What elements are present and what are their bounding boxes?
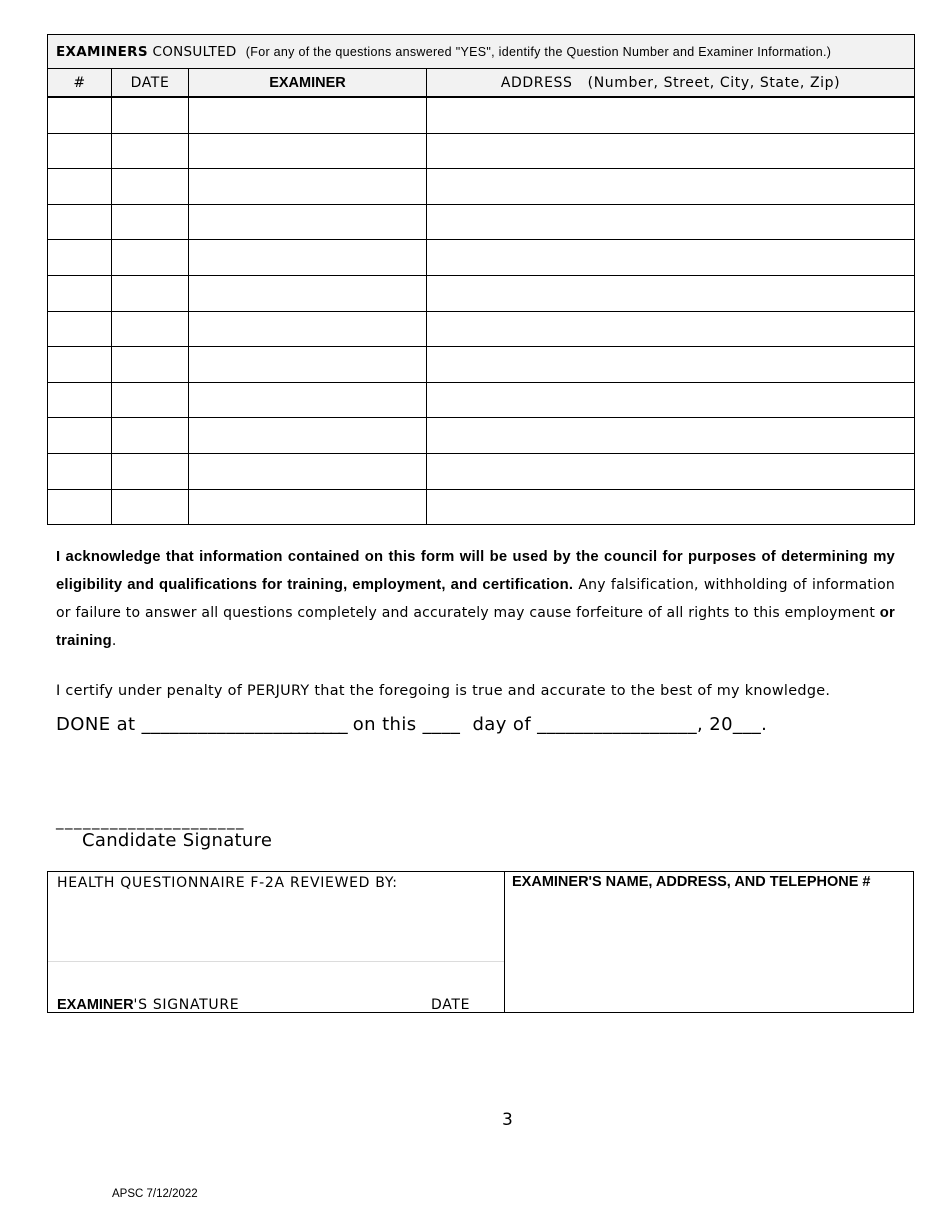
done-line-end: on this ____ day of _________________, 20___.	[346, 714, 768, 735]
date-cell[interactable]	[112, 97, 189, 133]
date-cell[interactable]	[112, 347, 189, 383]
table-row	[48, 204, 915, 240]
examiners-title-bold: EXAMINERS	[56, 43, 148, 60]
acknowledgement-period: .	[111, 633, 117, 649]
examiners-consulted-table	[47, 34, 915, 525]
column-header-number: #	[48, 69, 112, 98]
acknowledgement-normal-text: Any falsification, withholding of information or failure to answer all questions completely and accurately may cause forfeiture of all rights to this employment	[56, 577, 895, 621]
examiner-signature-bold: EXAMINER	[57, 997, 134, 1013]
examiners-title-rest: CONSULTED	[147, 43, 237, 60]
address-cell[interactable]	[427, 418, 915, 454]
number-cell[interactable]	[48, 418, 112, 454]
examiner-cell[interactable]	[189, 418, 427, 454]
health-review-box	[47, 871, 914, 1013]
number-cell[interactable]	[48, 311, 112, 347]
table-row	[48, 97, 915, 133]
examiner-cell[interactable]	[189, 204, 427, 240]
date-cell[interactable]	[112, 204, 189, 240]
number-cell[interactable]	[48, 347, 112, 383]
examiner-signature-rest: 'S SIGNATURE	[133, 997, 240, 1013]
date-cell[interactable]	[112, 489, 189, 525]
candidate-signature-label: Candidate Signature	[82, 830, 273, 851]
date-cell[interactable]	[112, 311, 189, 347]
table-row	[48, 311, 915, 347]
examiner-signature-caption	[57, 997, 239, 1013]
table-row	[48, 489, 915, 525]
page-number: 3	[502, 1110, 513, 1130]
address-cell[interactable]	[427, 275, 915, 311]
address-cell[interactable]	[427, 133, 915, 169]
number-cell[interactable]	[48, 204, 112, 240]
number-cell[interactable]	[48, 133, 112, 169]
date-cell[interactable]	[112, 240, 189, 276]
examiners-table-title-row	[48, 35, 915, 69]
address-cell[interactable]	[427, 453, 915, 489]
examiners-column-headers	[48, 69, 915, 98]
acknowledgement-bold-tail: or training	[56, 605, 895, 649]
number-cell[interactable]	[48, 240, 112, 276]
done-line-start: DONE at _______________	[56, 714, 283, 735]
date-cell[interactable]	[112, 382, 189, 418]
review-divider	[48, 961, 504, 962]
review-date-caption: DATE	[431, 997, 471, 1013]
examiner-cell[interactable]	[189, 133, 427, 169]
address-cell[interactable]	[427, 347, 915, 383]
column-header-examiner: EXAMINER	[189, 69, 427, 98]
table-row	[48, 169, 915, 205]
acknowledgement-bold-text: I acknowledge that information contained on this form will be used by the council for purposes of determining my eligibility and qualifications for training, employment, and certification.	[56, 549, 895, 593]
reviewed-by-title: HEALTH QUESTIONNAIRE F-2A REVIEWED BY:	[57, 875, 398, 891]
date-cell[interactable]	[112, 275, 189, 311]
table-row	[48, 418, 915, 454]
column-header-address: ADDRESS (Number, Street, City, State, Zip)	[427, 69, 915, 98]
examiner-cell[interactable]	[189, 347, 427, 383]
perjury-statement: I certify under penalty of PERJURY that the foregoing is true and accurate to the best of my knowledge.	[56, 683, 831, 699]
examiner-cell[interactable]	[189, 311, 427, 347]
table-row	[48, 240, 915, 276]
number-cell[interactable]	[48, 169, 112, 205]
address-cell[interactable]	[427, 169, 915, 205]
table-row	[48, 275, 915, 311]
table-row	[48, 347, 915, 383]
number-cell[interactable]	[48, 275, 112, 311]
examiner-cell[interactable]	[189, 169, 427, 205]
examiner-cell[interactable]	[189, 275, 427, 311]
table-row	[48, 133, 915, 169]
acknowledgement-paragraph	[56, 543, 895, 655]
examiner-cell[interactable]	[189, 453, 427, 489]
date-cell[interactable]	[112, 133, 189, 169]
column-header-date: DATE	[112, 69, 189, 98]
done-at-line[interactable]	[56, 714, 767, 735]
address-cell[interactable]	[427, 382, 915, 418]
table-row	[48, 382, 915, 418]
examiners-table-title	[48, 35, 915, 69]
examiner-cell[interactable]	[189, 240, 427, 276]
examiner-cell[interactable]	[189, 489, 427, 525]
number-cell[interactable]	[48, 382, 112, 418]
address-cell[interactable]	[427, 204, 915, 240]
number-cell[interactable]	[48, 97, 112, 133]
examiner-info-title: EXAMINER'S NAME, ADDRESS, AND TELEPHONE #	[512, 874, 871, 890]
address-cell[interactable]	[427, 97, 915, 133]
number-cell[interactable]	[48, 489, 112, 525]
address-cell[interactable]	[427, 240, 915, 276]
examiner-cell[interactable]	[189, 382, 427, 418]
review-left-panel[interactable]	[48, 872, 505, 1012]
date-cell[interactable]	[112, 169, 189, 205]
address-cell[interactable]	[427, 489, 915, 525]
table-row	[48, 453, 915, 489]
done-line-underline: ________	[282, 714, 347, 735]
candidate-signature-line[interactable]: _____________________	[56, 812, 245, 830]
number-cell[interactable]	[48, 453, 112, 489]
examiner-cell[interactable]	[189, 97, 427, 133]
date-cell[interactable]	[112, 418, 189, 454]
examiners-instruction: (For any of the questions answered "YES", identify the Question Number and Examiner Information.)	[245, 44, 832, 59]
footer-revision: APSC 7/12/2022	[112, 1188, 198, 1200]
date-cell[interactable]	[112, 453, 189, 489]
address-cell[interactable]	[427, 311, 915, 347]
